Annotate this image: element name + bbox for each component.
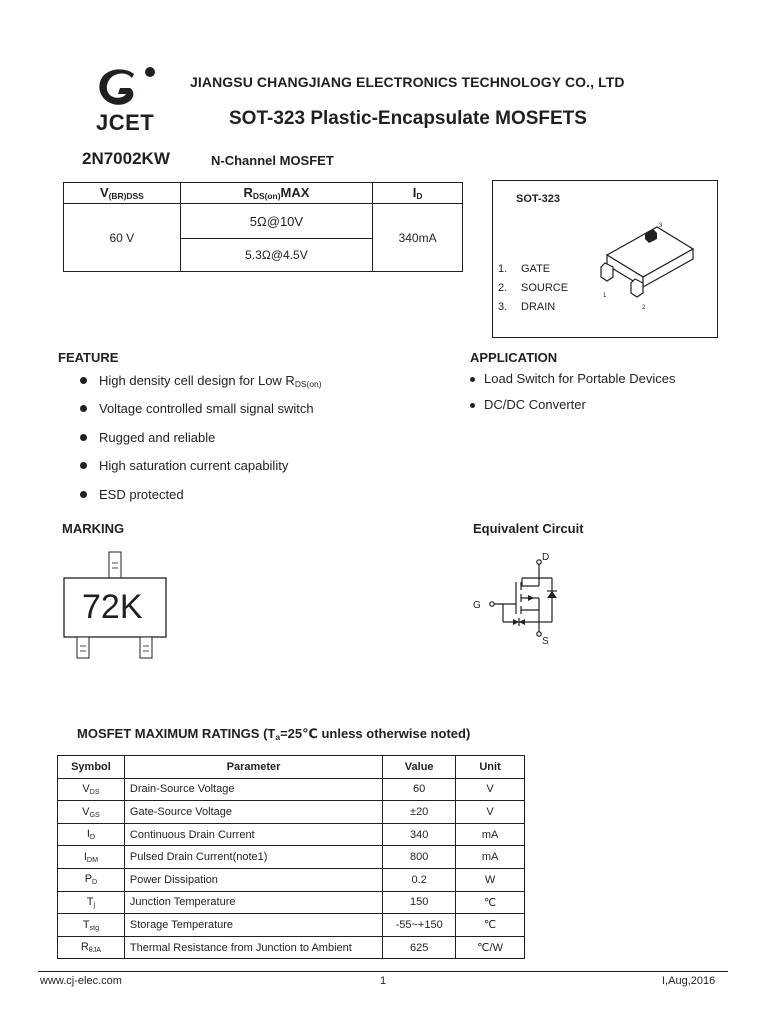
table-row: [58, 778, 525, 801]
circuit-heading: Equivalent Circuit: [473, 521, 584, 536]
table-row: [58, 868, 525, 891]
summary-table: [63, 182, 463, 272]
logo-text: JCET: [96, 110, 155, 135]
row-parameter: Gate-Source Voltage: [124, 801, 382, 824]
footer-revision: I,Aug,2016: [662, 975, 716, 987]
pin-item-source: 2. SOURCE: [498, 282, 569, 294]
row-value: 60: [383, 778, 456, 801]
row-symbol: $I_{DM}$: [58, 846, 125, 869]
feature-item: Rugged and reliable: [80, 430, 215, 445]
feature-item: High saturation current capability: [80, 458, 288, 473]
row-symbol: $V_{DS}$: [58, 778, 125, 801]
summary-header-row: [64, 183, 463, 204]
table-row: [58, 823, 525, 846]
row-value: 150: [383, 891, 456, 914]
summary-rds-10v: 5Ω@10V: [180, 204, 372, 239]
bullet-icon: [470, 377, 475, 382]
pin-item-drain: 3. DRAIN: [498, 301, 556, 313]
pin-item-gate: 1. GATE: [498, 263, 551, 275]
pin-label-1: 1: [603, 293, 607, 299]
marking-code: 72K: [82, 588, 143, 626]
row-unit: V: [456, 778, 525, 801]
feature-item: Voltage controlled small signal switch: [80, 401, 314, 416]
table-row: [58, 936, 525, 959]
row-unit: mA: [456, 823, 525, 846]
row-symbol: $V_{GS}$: [58, 801, 125, 824]
row-symbol: $R_{\theta JA}$: [58, 936, 125, 959]
application-heading: APPLICATION: [470, 350, 558, 365]
bullet-icon: [470, 403, 475, 408]
row-symbol: $P_D$: [58, 868, 125, 891]
summary-header-vbr: $V_{(BR)DSS}$: [64, 183, 181, 204]
summary-header-id: $I_D$: [373, 183, 463, 204]
summary-vbr-value: 60 V: [64, 204, 181, 272]
row-value: 625: [383, 936, 456, 959]
footer-page-number: 1: [380, 975, 387, 987]
ratings-table: [57, 755, 525, 959]
source-label: S: [542, 636, 549, 647]
summary-rds-45v: 5.3Ω@4.5V: [180, 239, 372, 272]
package-box: [492, 180, 718, 338]
pin-label-3: 3: [659, 223, 663, 229]
row-parameter: Junction Temperature: [124, 891, 382, 914]
ratings-header-row: [58, 756, 525, 779]
part-subtitle: N-Channel MOSFET: [211, 153, 334, 168]
pin-label-2: 2: [642, 305, 646, 309]
table-row: [58, 801, 525, 824]
summary-header-rds: $R_{DS(on)}MAX$: [180, 183, 372, 204]
row-parameter: Drain-Source Voltage: [124, 778, 382, 801]
row-parameter: Power Dissipation: [124, 868, 382, 891]
row-value: 340: [383, 823, 456, 846]
row-unit: mA: [456, 846, 525, 869]
row-parameter: Storage Temperature: [124, 914, 382, 937]
summary-id-value: 340mA: [373, 204, 463, 272]
row-value: 800: [383, 846, 456, 869]
ratings-header-parameter: Parameter: [124, 756, 382, 779]
sot323-package-drawing: [597, 219, 707, 309]
marking-drawing: [60, 550, 180, 662]
table-row: [58, 846, 525, 869]
gate-label: G: [473, 600, 481, 611]
ratings-header-value: Value: [383, 756, 456, 779]
table-row: [58, 891, 525, 914]
drain-label: D: [542, 552, 550, 563]
bullet-icon: [80, 491, 87, 498]
pin-list: [498, 263, 568, 320]
row-value: ±20: [383, 801, 456, 824]
ratings-heading: MOSFET MAXIMUM RATINGS ($T_a=25℃$ unless otherwise noted): [77, 726, 471, 743]
bullet-icon: [80, 434, 87, 441]
row-symbol: $I_D$: [58, 823, 125, 846]
row-value: -55~+150: [383, 914, 456, 937]
row-value: 0.2: [383, 868, 456, 891]
feature-heading: FEATURE: [58, 350, 119, 365]
marking-heading: MARKING: [62, 521, 125, 536]
ratings-header-symbol: Symbol: [58, 756, 125, 779]
company-name: JIANGSU CHANGJIANG ELECTRONICS TECHNOLOGY CO., LTD: [190, 74, 625, 90]
bullet-icon: [80, 377, 87, 384]
footer-divider: [38, 971, 728, 972]
row-symbol: $T_{stg}$: [58, 914, 125, 937]
part-number: 2N7002KW: [82, 149, 170, 168]
package-title: SOT-323: [516, 193, 561, 205]
jcet-logo-icon: [94, 64, 158, 112]
application-item: DC/DC Converter: [470, 397, 586, 412]
feature-item: ESD protected: [80, 487, 184, 502]
bullet-icon: [80, 405, 87, 412]
footer-url: www.cj-elec.com: [40, 975, 122, 987]
equivalent-circuit-diagram: [470, 550, 570, 650]
row-parameter: Continuous Drain Current: [124, 823, 382, 846]
application-item: Load Switch for Portable Devices: [470, 371, 675, 386]
row-unit: ℃: [456, 891, 525, 914]
row-unit: W: [456, 868, 525, 891]
bullet-icon: [80, 462, 87, 469]
row-unit: ℃/W: [456, 936, 525, 959]
ratings-header-unit: Unit: [456, 756, 525, 779]
row-parameter: Pulsed Drain Current(note1): [124, 846, 382, 869]
feature-item: High density cell design for Low $R_{DS(on)}$: [80, 373, 322, 389]
row-symbol: $T_j$: [58, 891, 125, 914]
row-parameter: Thermal Resistance from Junction to Ambient: [124, 936, 382, 959]
row-unit: ℃: [456, 914, 525, 937]
table-row: [58, 914, 525, 937]
row-unit: V: [456, 801, 525, 824]
document-title: SOT-323 Plastic-Encapsulate MOSFETS: [229, 108, 587, 129]
